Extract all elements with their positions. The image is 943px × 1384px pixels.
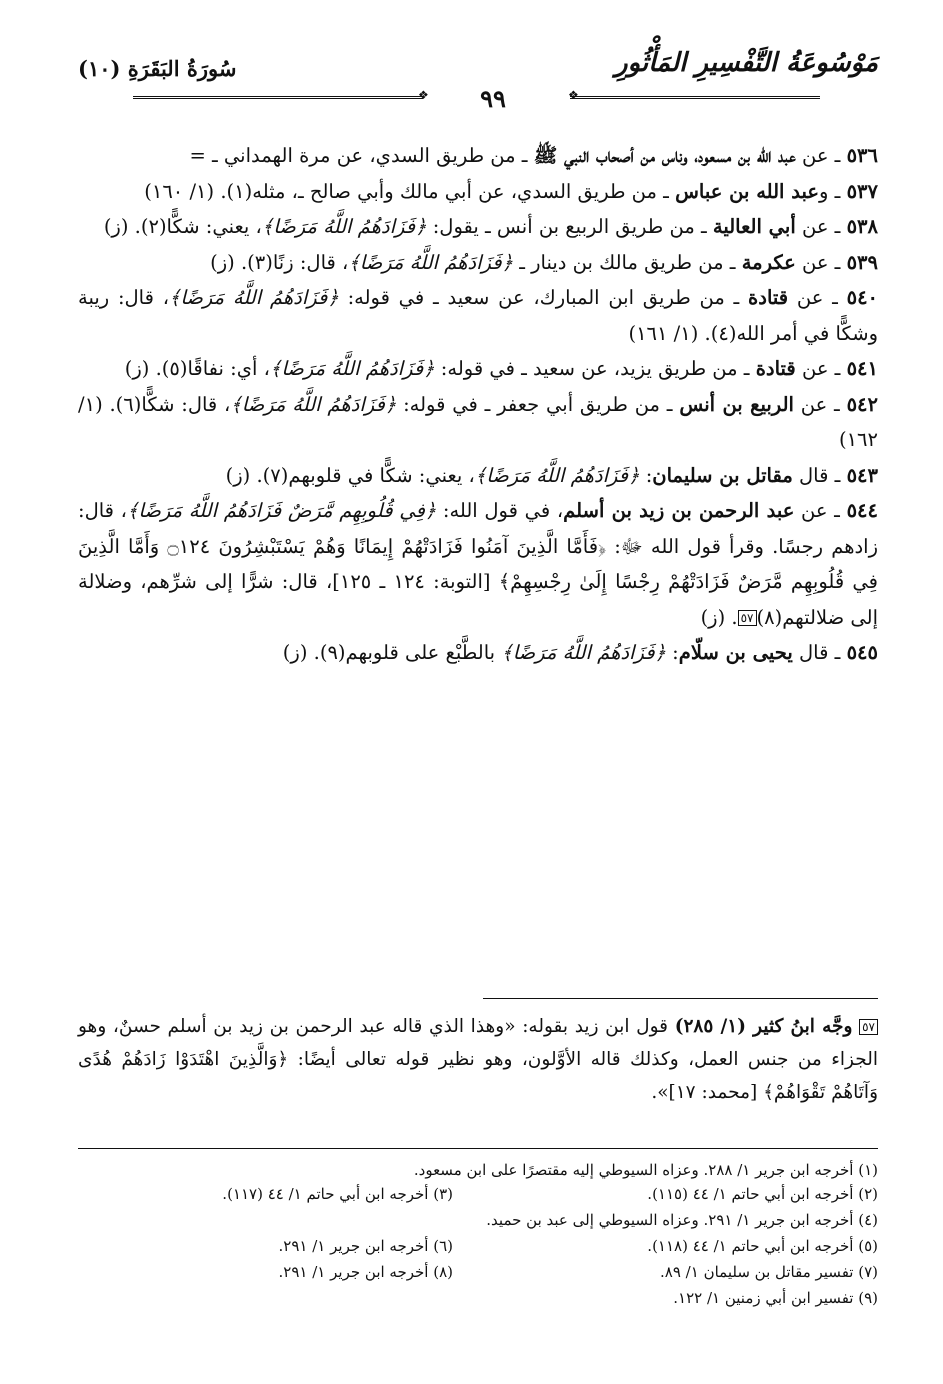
narrator-name: مقاتل بن سليمان [652, 463, 793, 487]
book-title: مَوْسُوعَةُ التَّفْسِيرِ المَأْثُورِ [615, 48, 878, 78]
entry-text: ، يعني: شكًّا في قلوبهم(٧). (ز) [225, 463, 475, 487]
footnote: (٥) أخرجه ابن أبي حاتم ١/ ٤٤ (١١٨). [647, 1237, 878, 1255]
entry-text: ـ من طريق السدي، عن مرة الهمداني ـ = [189, 144, 528, 167]
entry-536: ٥٣٦ ـ عن عبد الله بن مسعود، وناس من أصحاب النبي ﷺ ـ من طريق السدي، عن مرة الهمداني ـ = [189, 144, 878, 167]
entry-545: ٥٤٥ ـ قال يحيى بن سلّام: ﴿فَزَادَهُمُ اللَّهُ مَرَضًا﴾ بالطَّبْع على قلوبهم(٩). (ز) [282, 641, 878, 664]
entry-text: بالطَّبْع على قلوبهم(٩). (ز) [282, 641, 502, 664]
entry-number: ٥٣٦ [846, 144, 878, 167]
commentary [78, 1010, 878, 1109]
entry-intro: قال [799, 641, 829, 664]
commentary-divider [483, 998, 878, 999]
page [78, 48, 879, 1307]
entry-text: . (ز) [700, 605, 738, 629]
quran-verse: ﴿فَزَادَهُمُ اللَّهُ مَرَضًا﴾ [169, 286, 339, 309]
entry-intro: عن [801, 215, 829, 238]
ornament-icon: ❖ [568, 88, 579, 102]
entry-text: ـ من طريق مالك بن دينار ـ [519, 250, 736, 274]
entry-541: ٥٤١ ـ عن قتادة ـ من طريق يزيد، عن سعيد ـ في قوله: ﴿فَزَادَهُمُ اللَّهُ مَرَضًا﴾، أي: نفاقًا(٥). (ز) [124, 357, 878, 380]
entry-text: ، أي: نفاقًا(٥). (ز) [124, 357, 270, 380]
narrator-name: عبد الرحمن بن زيد بن أسلم [563, 499, 795, 522]
commentary-box: ٥٧ [859, 1019, 878, 1035]
header-rule-left [133, 96, 423, 99]
quran-verse: ﴿فَزَادَهُمُ اللَّهُ مَرَضًا﴾ [261, 215, 427, 238]
entry-text: ، قال: شكًّا(٦). (١/ ١٦٢) [78, 392, 878, 451]
entry-543: ٥٤٣ ـ قال مقاتل بن سليمان: ﴿فَزَادَهُمُ اللَّهُ مَرَضًا﴾، يعني: شكًّا في قلوبهم(٧). (ز) [225, 463, 878, 487]
narrator-name: أبي العالية [712, 215, 796, 238]
header-rule-right [570, 96, 820, 99]
footnote: (٩) تفسير ابن أبي زمنين ١/ ١٢٢. [673, 1289, 878, 1307]
entry-number: ٥٤٢ [846, 392, 878, 416]
commentary-text: قول ابن زيد بقوله: «وهذا الذي قاله عبد الرحمن بن زيد بن أسلم حسنٌ، وهو الجزاء من جنس العمل، وكذلك قاله الأوَّلون، وهو نظير قوله تعالى أيضًا: ﴿وَالَّذِينَ اهْتَدَوْا زَادَهُمْ هُدًى وَآتَاهُمْ تَقْوَاهُمْ﴾ [محمد: ١٧]». [78, 1016, 878, 1103]
entry-text: : [672, 641, 679, 664]
entry-intro: عن [796, 286, 824, 309]
entry-intro: عن [801, 357, 829, 380]
entry-text: ـ من طريق يزيد، عن سعيد ـ في قوله: [440, 357, 750, 380]
footnote: (٨) أخرجه ابن جرير ١/ ٢٩١. [278, 1263, 453, 1281]
entry-542: ٥٤٢ ـ عن الربيع بن أنس ـ من طريق أبي جعفر ـ في قوله: ﴿فَزَادَهُمُ اللَّهُ مَرَضًا﴾، قال: شكًّا(٦). (١/ ١٦٢) [78, 392, 878, 451]
ornament-icon: ❖ [418, 88, 429, 102]
narrator-name: عكرمة [741, 250, 796, 274]
footnotes-divider [78, 1148, 878, 1149]
page-header [78, 48, 878, 112]
page-number: ٩٩ [480, 84, 506, 113]
quran-verse: ﴿فَزَادَهُمُ اللَّهُ مَرَضًا﴾ [348, 250, 514, 274]
entry-539: ٥٣٩ ـ عن عكرمة ـ من طريق مالك بن دينار ـ ﴿فَزَادَهُمُ اللَّهُ مَرَضًا﴾، قال: زنًا(٣). (ز) [210, 250, 878, 274]
entry-intro: عن [801, 144, 829, 167]
entry-number: ٥٣٨ [846, 215, 878, 238]
entry-number: ٥٤١ [846, 357, 878, 380]
quran-verse: ﴿فَزَادَهُمُ اللَّهُ مَرَضًا﴾ [230, 392, 397, 416]
surah-name: سُورَةُ البَقَرَةِ (١٠) [78, 56, 237, 81]
entry-number: ٥٤٠ [846, 286, 879, 309]
entry-text: ، قال: زادهم رجسًا. وقرأ قول الله ﷻ: ﴿فَأَمَّا الَّذِينَ آمَنُوا فَزَادَتْهُمْ إِيمَانًا وَهُمْ يَسْتَبْشِرُونَ ۝١٢٤ وَأَمَّا الَّذِينَ فِي قُلُوبِهِم مَّرَضٌ فَزَادَتْهُمْ رِجْسًا إِلَىٰ رِجْسِهِمْ﴾ [التوبة: ١٢٤ ـ ١٢٥]، قال: شرًّا إلى شرِّهم، وضلالة إلى ضلالتهم(٨) [78, 499, 878, 629]
footnote: (٦) أخرجه ابن جرير ١/ ٢٩١. [278, 1237, 453, 1255]
quran-verse: ﴿فَزَادَهُمُ اللَّهُ مَرَضًا﴾ [474, 463, 640, 487]
entry-537: ٥٣٧ ـ وعبد الله بن عباس ـ من طريق السدي، عن أبي مالك وأبي صالح ـ، مثله(١). (١/ ١٦٠) [144, 179, 878, 203]
entry-text: ، قال: زنًا(٣). (ز) [210, 250, 349, 274]
entry-intro: عن [800, 392, 828, 416]
entry-text: ـ من طريق ابن المبارك، عن سعيد ـ في قوله: [347, 286, 740, 309]
footnote: (١) أخرجه ابن جرير ١/ ٢٨٨. وعزاه السيوطي إليه مقتصرًا على ابن مسعود. [413, 1161, 878, 1179]
narrator-name: قتادة [748, 286, 789, 309]
entry-text: ، في قول الله: [442, 499, 564, 522]
entry-intro: عن [801, 250, 829, 274]
entry-text: ـ من طريق السدي، عن أبي مالك وأبي صالح ـ، مثله(١). (١/ ١٦٠) [144, 179, 669, 203]
entry-text: : [645, 463, 653, 487]
entry-text: ـ من طريق أبي جعفر ـ في قوله: [403, 392, 673, 416]
footnote: (٤) أخرجه ابن جرير ١/ ٢٩١. وعزاه السيوطي إلى عبد بن حميد. [486, 1211, 878, 1229]
entry-number: ٥٣٧ [846, 179, 878, 203]
narrator-name: قتادة [755, 357, 796, 380]
footnote: (٣) أخرجه ابن أبي حاتم ١/ ٤٤ (١١٧). [222, 1185, 453, 1203]
footnote: (٧) تفسير مقاتل بن سليمان ١/ ٨٩. [660, 1263, 878, 1281]
narrator-name: عبد الله بن مسعود، وناس من أصحاب النبي ﷺ [533, 144, 796, 167]
entry-text: ، يعني: شكًّا(٢). (ز) [103, 215, 262, 238]
entry-538: ٥٣٨ ـ عن أبي العالية ـ من طريق الربيع بن أنس ـ يقول: ﴿فَزَادَهُمُ اللَّهُ مَرَضًا﴾، يعني: شكًّا(٢). (ز) [103, 215, 878, 238]
entry-540: ٥٤٠ ـ عن قتادة ـ من طريق ابن المبارك، عن سعيد ـ في قوله: ﴿فَزَادَهُمُ اللَّهُ مَرَضًا﴾، قال: ريبة وشكًّا في أمر الله(٤). (١/ ١٦١) [78, 286, 879, 345]
entry-number: ٥٤٣ [846, 463, 878, 487]
commentary-ref-box[interactable]: ٥٧ [738, 610, 757, 626]
entry-text: ، قال: ريبة وشكًّا في أمر الله(٤). (١/ ١٦١) [78, 286, 878, 345]
entry-number: ٥٤٤ [846, 499, 878, 522]
entry-intro: قال [799, 463, 829, 487]
quran-verse: ﴿فَزَادَهُمُ اللَّهُ مَرَضًا﴾ [269, 357, 435, 380]
main-text [78, 138, 878, 671]
entry-text: ـ من طريق الربيع بن أنس ـ يقول: [432, 215, 707, 238]
quran-verse: ﴿فَزَادَهُمُ اللَّهُ مَرَضًا﴾ [501, 641, 666, 664]
entry-intro: و [819, 179, 829, 203]
narrator-name: عبد الله بن عباس [675, 179, 820, 203]
footnote: (٢) أخرجه ابن أبي حاتم ١/ ٤٤ (١١٥). [647, 1185, 878, 1203]
commentary-author: وجَّه ابنُ كثير (١/ ٢٨٥) [674, 1016, 853, 1037]
quran-verse: ﴿فِي قُلُوبِهِم مَّرَضٌ فَزَادَهُمُ اللَّهُ مَرَضًا﴾ [126, 499, 437, 522]
narrator-name: يحيى بن سلّام [678, 641, 793, 664]
narrator-name: الربيع بن أنس [679, 392, 794, 416]
entry-544: ٥٤٤ ـ عن عبد الرحمن بن زيد بن أسلم، في قول الله: ﴿فِي قُلُوبِهِم مَّرَضٌ فَزَادَهُمُ اللَّهُ مَرَضًا﴾، قال: زادهم رجسًا. وقرأ قول الله ﷻ: ﴿فَأَمَّا الَّذِينَ آمَنُوا فَزَادَتْهُمْ إِيمَانًا وَهُمْ يَسْتَبْشِرُونَ ۝١٢٤ وَأَمَّا الَّذِينَ فِي قُلُوبِهِم مَّرَضٌ فَزَادَتْهُمْ رِجْسًا إِلَىٰ رِجْسِهِمْ﴾ [التوبة: ١٢٤ ـ ١٢٥]، قال: شرًّا إلى شرِّهم، وضلالة إلى ضلالتهم(٨)٥٧. (ز) [78, 499, 878, 629]
entry-number: ٥٣٩ [846, 250, 878, 274]
entry-intro: عن [801, 499, 828, 522]
entry-number: ٥٤٥ [846, 641, 878, 664]
